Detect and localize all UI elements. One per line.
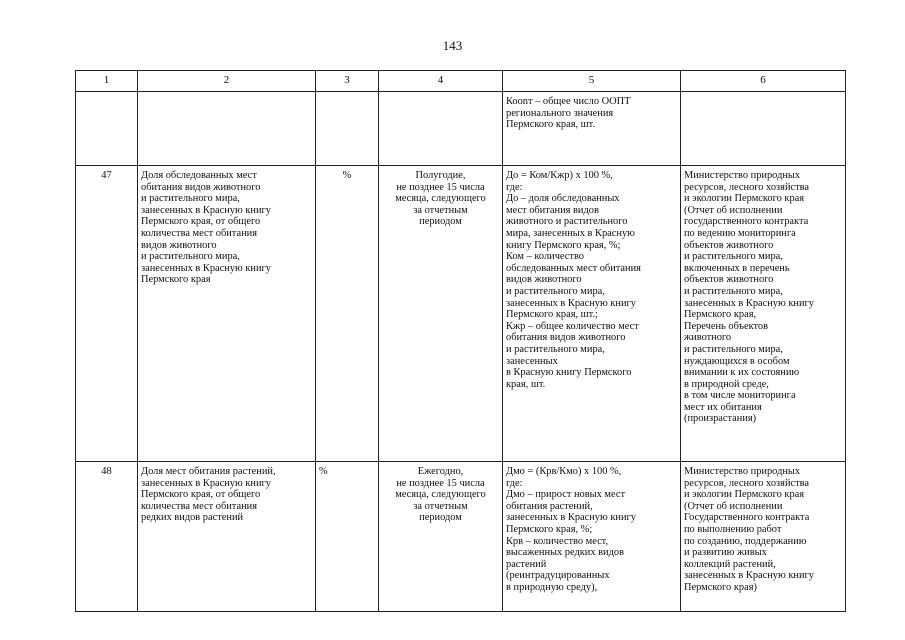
unit [316, 92, 379, 166]
indicator-name [138, 92, 316, 166]
reporting-period [379, 92, 503, 166]
reporting-period: Полугодие, не позднее 15 числа месяца, следующего за отчетным периодом [379, 166, 503, 462]
data-source [681, 92, 846, 166]
page-number: 143 [442, 38, 463, 53]
indicator-table [75, 70, 846, 612]
unit: % [316, 166, 379, 462]
row-number: 48 [76, 462, 138, 612]
formula: Кооnт – общее число ООПТ регионального значения Пермского края, шт. [503, 92, 681, 166]
row-number: 47 [76, 166, 138, 462]
column-header: 5 [503, 71, 681, 92]
table-row [76, 462, 846, 612]
table-row [76, 166, 846, 462]
data-source: Министерство природных ресурсов, лесного хозяйства и экологии Пермского края (Отчет об исполнении государственного контракта по ведению мониторинга объектов животного и растительного мира, включенных в перечень объектов животного и растительного мира, занесенных в Красную книгу Пермского края, Перечень объектов животного и растительного мира, нуждающихся в особом внимании к их состоянию в природной среде, в том числе мониторинга мест их обитания (произрастания) [681, 166, 846, 462]
column-header: 6 [681, 71, 846, 92]
formula: До = Ком/Кжр) х 100 %, где: До – доля обследованных мест обитания видов животного и растительного мира, занесенных в Красную книгу Пермского края, %; Ком – количество обследованных мест обитания видов животного и растительного мира, занесенных в Красную книгу Пермского края, шт.; Кжр – общее количество мест обитания видов животного и растительного мира, занесенных в Красную книгу Пермского края, шт. [503, 166, 681, 462]
column-header: 4 [379, 71, 503, 92]
data-source: Министерство природных ресурсов, лесного хозяйства и экологии Пермского края (Отчет об исполнении Государственного контракта по выполнению работ по созданию, поддержанию и развитию живых коллекций растений, занесенных в Красную книгу Пермского края) [681, 462, 846, 612]
row-number [76, 92, 138, 166]
reporting-period: Ежегодно, не позднее 15 числа месяца, следующего за отчетным периодом [379, 462, 503, 612]
table-header-row [76, 71, 846, 92]
column-header: 3 [316, 71, 379, 92]
unit: % [316, 462, 379, 612]
indicator-name: Доля мест обитания растений, занесенных в Красную книгу Пермского края, от общего количества мест обитания редких видов растений [138, 462, 316, 612]
formula: Дмо = (Крв/Кмо) х 100 %, где: Дмо – прирост новых мест обитания растений, занесенных в Красную книгу Пермского края, %; Крв – количество мест, высаженных редких видов растений (реинтрадуцированных в природную среду), [503, 462, 681, 612]
table-row [76, 92, 846, 166]
column-header: 2 [138, 71, 316, 92]
indicator-name: Доля обследованных мест обитания видов животного и растительного мира, занесенных в Красную книгу Пермского края, от общего количества мест обитания видов животного и растительного мира, занесенных в Красную книгу Пермского края [138, 166, 316, 462]
column-header: 1 [76, 71, 138, 92]
